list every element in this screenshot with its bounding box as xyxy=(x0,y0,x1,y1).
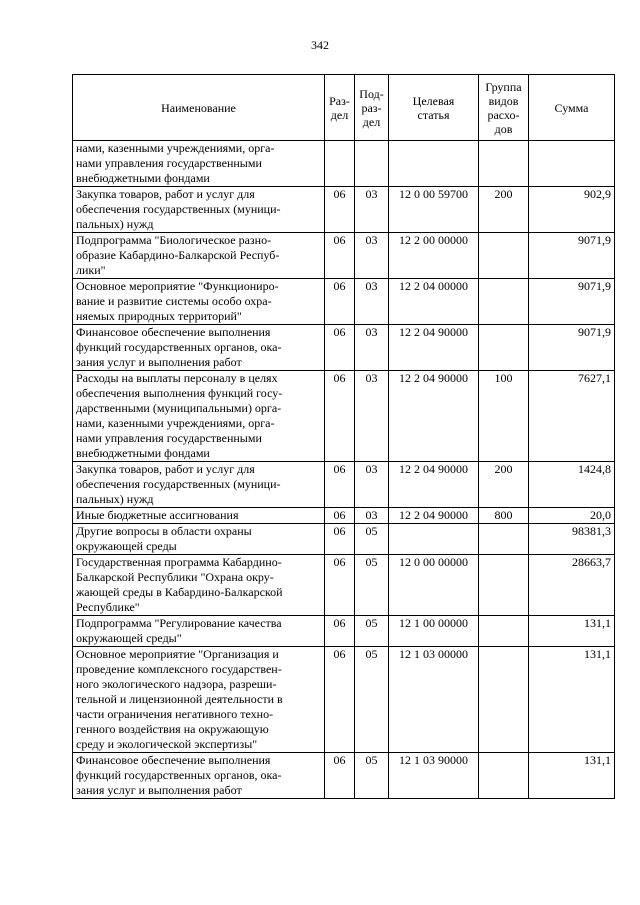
cell-name-line: нами, казенными учреждениями, орга- xyxy=(76,416,275,430)
cell-name-line: нами управления государственными xyxy=(76,431,262,445)
cell-subsection: 03 xyxy=(355,508,389,524)
cell-name-line: тельной и лицензионной деятельности в xyxy=(76,692,283,706)
cell-name-line: вание и развитие системы особо охра- xyxy=(76,294,272,308)
cell-name-line: проведение комплексного государствен- xyxy=(76,662,282,676)
cell-name-line: Другие вопросы в области охраны xyxy=(76,524,252,538)
cell-group xyxy=(479,325,529,371)
cell-sum: 131,1 xyxy=(529,616,615,647)
header-article-line: статья xyxy=(417,107,450,122)
cell-group xyxy=(479,233,529,279)
cell-subsection xyxy=(355,141,389,187)
cell-section: 06 xyxy=(325,508,355,524)
cell-group: 200 xyxy=(479,187,529,233)
cell-name-line: Основное мероприятие "Функциониро- xyxy=(76,279,279,293)
cell-name-line: дарственными (муниципальными) орга- xyxy=(76,401,282,415)
cell-section: 06 xyxy=(325,616,355,647)
cell-sum: 131,1 xyxy=(529,753,615,799)
cell-name-line: функций государственных органов, ока- xyxy=(76,768,282,782)
table-body xyxy=(73,141,615,799)
cell-sum: 98381,3 xyxy=(529,524,615,555)
table-header-row xyxy=(73,75,615,141)
header-group-line: видов xyxy=(488,93,519,108)
cell-name-line: Расходы на выплаты персоналу в целях xyxy=(76,371,278,385)
cell-name-line: Закупка товаров, работ и услуг для xyxy=(76,462,255,476)
cell-article: 12 2 04 90000 xyxy=(389,371,479,462)
cell-sum xyxy=(529,141,615,187)
header-subsection-line: Под- xyxy=(359,86,384,101)
table-row xyxy=(73,233,615,279)
cell-article: 12 1 03 00000 xyxy=(389,647,479,753)
cell-name-line: Балкарской Республики "Охрана окру- xyxy=(76,570,274,584)
cell-group xyxy=(479,555,529,616)
cell-name xyxy=(73,233,325,279)
cell-name-line: Финансовое обеспечение выполнения xyxy=(76,753,271,767)
budget-table xyxy=(72,74,615,799)
table-row xyxy=(73,371,615,462)
cell-section: 06 xyxy=(325,647,355,753)
cell-group: 800 xyxy=(479,508,529,524)
cell-subsection: 03 xyxy=(355,462,389,508)
cell-name xyxy=(73,325,325,371)
cell-article xyxy=(389,524,479,555)
cell-subsection: 05 xyxy=(355,555,389,616)
table-row xyxy=(73,325,615,371)
cell-name-line: обеспечения выполнения функций госу- xyxy=(76,386,283,400)
table-row xyxy=(73,462,615,508)
cell-name xyxy=(73,371,325,462)
table-row xyxy=(73,187,615,233)
table-row xyxy=(73,279,615,325)
table-row xyxy=(73,616,615,647)
cell-article: 12 2 00 00000 xyxy=(389,233,479,279)
cell-name xyxy=(73,753,325,799)
header-article xyxy=(389,75,479,141)
cell-section: 06 xyxy=(325,524,355,555)
header-subsection-line: раз- xyxy=(361,100,382,115)
table-row xyxy=(73,508,615,524)
cell-name-line: Закупка товаров, работ и услуг для xyxy=(76,187,255,201)
cell-group xyxy=(479,647,529,753)
cell-name-line: лики" xyxy=(76,263,106,277)
cell-name xyxy=(73,279,325,325)
cell-article: 12 1 00 00000 xyxy=(389,616,479,647)
cell-group: 200 xyxy=(479,462,529,508)
cell-subsection: 03 xyxy=(355,187,389,233)
cell-name-line: Иные бюджетные ассигнования xyxy=(76,508,239,522)
cell-article: 12 2 04 90000 xyxy=(389,325,479,371)
table-row xyxy=(73,141,615,187)
cell-name-line: ного экологического надзора, разреши- xyxy=(76,677,277,691)
cell-name-line: Республике" xyxy=(76,600,140,614)
cell-name xyxy=(73,187,325,233)
header-name: Наименование xyxy=(73,75,325,141)
cell-section: 06 xyxy=(325,555,355,616)
table-row xyxy=(73,555,615,616)
header-subsection xyxy=(355,75,389,141)
cell-name-line: окружающей среды xyxy=(76,539,177,553)
cell-name-line: зания услуг и выполнения работ xyxy=(76,783,242,797)
cell-section xyxy=(325,141,355,187)
cell-name-line: части ограничения негативного техно- xyxy=(76,707,274,721)
cell-sum: 1424,8 xyxy=(529,462,615,508)
cell-name-line: генного воздействия на окружающую xyxy=(76,722,269,736)
cell-name xyxy=(73,508,325,524)
header-group-line: Группа xyxy=(485,79,522,94)
cell-name-line: няемых природных территорий" xyxy=(76,309,242,323)
cell-subsection: 03 xyxy=(355,279,389,325)
cell-name xyxy=(73,555,325,616)
header-section xyxy=(325,75,355,141)
cell-name-line: среду и экологической экспертизы" xyxy=(76,737,258,751)
cell-subsection: 05 xyxy=(355,616,389,647)
cell-article: 12 0 00 59700 xyxy=(389,187,479,233)
cell-name xyxy=(73,647,325,753)
header-section-line: дел xyxy=(330,107,349,122)
page-number: 342 xyxy=(311,38,329,52)
cell-sum: 7627,1 xyxy=(529,371,615,462)
header-section-line: Раз- xyxy=(329,93,350,108)
cell-name-line: нами, казенными учреждениями, орга- xyxy=(76,141,275,155)
header-sum: Сумма xyxy=(529,75,615,141)
cell-group xyxy=(479,753,529,799)
cell-name-line: внебюджетными фондами xyxy=(76,446,210,460)
cell-group xyxy=(479,524,529,555)
table-row xyxy=(73,647,615,753)
cell-name-line: Финансовое обеспечение выполнения xyxy=(76,325,271,339)
cell-subsection: 05 xyxy=(355,524,389,555)
cell-sum: 20,0 xyxy=(529,508,615,524)
cell-subsection: 05 xyxy=(355,647,389,753)
header-subsection-line: дел xyxy=(362,114,381,129)
cell-name-line: зания услуг и выполнения работ xyxy=(76,355,242,369)
cell-name-line: нами управления государственными xyxy=(76,156,262,170)
cell-group xyxy=(479,141,529,187)
cell-name-line: окружающей среды" xyxy=(76,631,182,645)
header-article-line: Целевая xyxy=(412,93,455,108)
cell-sum: 9071,9 xyxy=(529,325,615,371)
cell-section: 06 xyxy=(325,233,355,279)
cell-name-line: Основное мероприятие "Организация и xyxy=(76,647,279,661)
cell-article: 12 2 04 00000 xyxy=(389,279,479,325)
cell-name-line: пальных) нужд xyxy=(76,217,154,231)
cell-article xyxy=(389,141,479,187)
table-row xyxy=(73,524,615,555)
cell-name xyxy=(73,616,325,647)
cell-subsection: 03 xyxy=(355,325,389,371)
cell-name xyxy=(73,462,325,508)
cell-group: 100 xyxy=(479,371,529,462)
cell-name xyxy=(73,524,325,555)
header-group-line: дов xyxy=(494,121,513,136)
cell-subsection: 03 xyxy=(355,371,389,462)
cell-sum: 131,1 xyxy=(529,647,615,753)
cell-article: 12 0 00 00000 xyxy=(389,555,479,616)
cell-article: 12 2 04 90000 xyxy=(389,462,479,508)
cell-subsection: 05 xyxy=(355,753,389,799)
cell-sum: 28663,7 xyxy=(529,555,615,616)
cell-article: 12 1 03 90000 xyxy=(389,753,479,799)
header-group-line: расхо- xyxy=(487,107,520,122)
cell-subsection: 03 xyxy=(355,233,389,279)
cell-name-line: пальных) нужд xyxy=(76,492,154,506)
header-group xyxy=(479,75,529,141)
table-row xyxy=(73,753,615,799)
cell-group xyxy=(479,279,529,325)
cell-sum: 9071,9 xyxy=(529,279,615,325)
cell-section: 06 xyxy=(325,187,355,233)
cell-name-line: обеспечения государственных (муници- xyxy=(76,477,281,491)
cell-name-line: образие Кабардино-Балкарской Респуб- xyxy=(76,248,280,262)
cell-name-line: функций государственных органов, ока- xyxy=(76,340,282,354)
cell-group xyxy=(479,616,529,647)
cell-name xyxy=(73,141,325,187)
cell-section: 06 xyxy=(325,325,355,371)
cell-section: 06 xyxy=(325,371,355,462)
cell-name-line: Подпрограмма "Регулирование качества xyxy=(76,616,282,630)
cell-name-line: жающей среды в Кабардино-Балкарской xyxy=(76,585,283,599)
cell-name-line: обеспечения государственных (муници- xyxy=(76,202,281,216)
cell-section: 06 xyxy=(325,753,355,799)
cell-name-line: Подпрограмма "Биологическое разно- xyxy=(76,233,272,247)
cell-section: 06 xyxy=(325,279,355,325)
cell-name-line: Государственная программа Кабардино- xyxy=(76,555,282,569)
cell-name-line: внебюджетными фондами xyxy=(76,171,210,185)
cell-sum: 9071,9 xyxy=(529,233,615,279)
cell-sum: 902,9 xyxy=(529,187,615,233)
cell-section: 06 xyxy=(325,462,355,508)
cell-article: 12 2 04 90000 xyxy=(389,508,479,524)
